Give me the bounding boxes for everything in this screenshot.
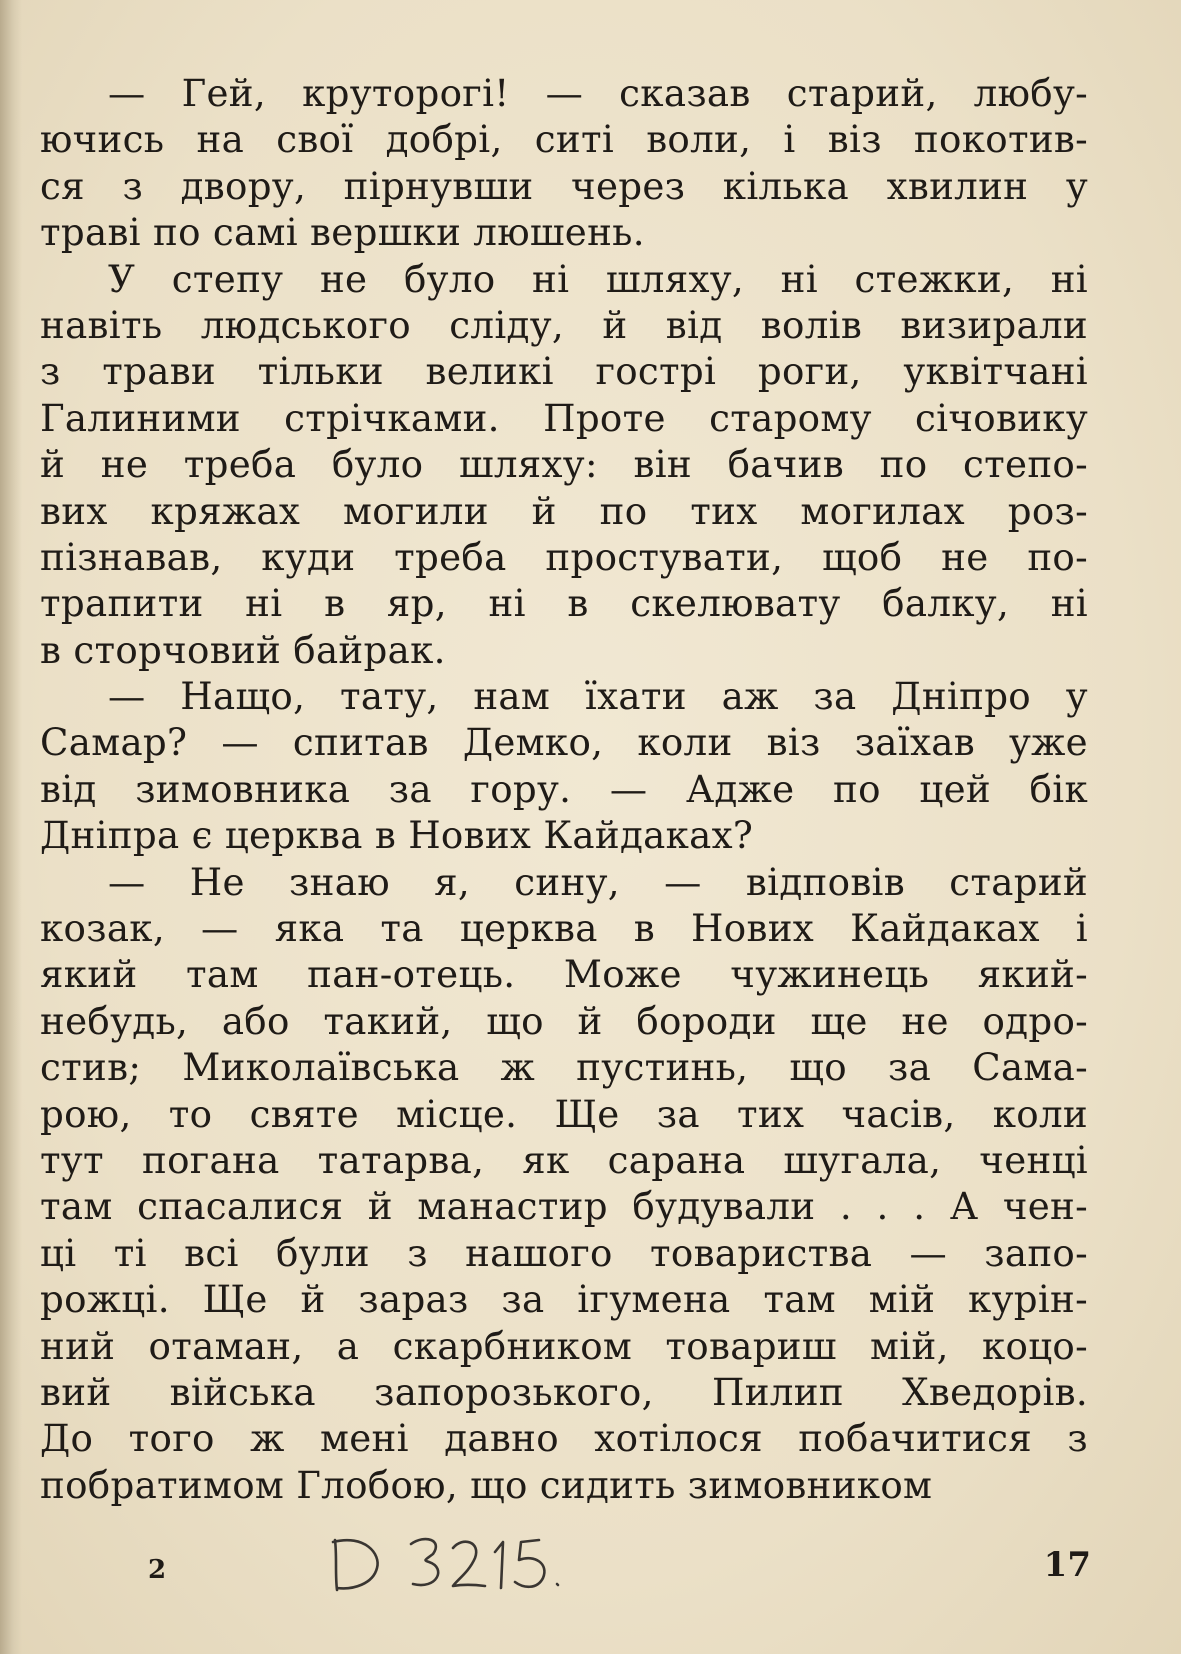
text-line: який там пан-отець. Може чужинець який- (40, 952, 1088, 997)
text-line: в сторчовий байрак. (40, 627, 446, 672)
text-line: трапити ні в яр, ні в скелювату балку, ні (40, 581, 1088, 626)
text-line: ючись на свої добрі, ситі воли, і віз покотив- (40, 117, 1088, 162)
text-line: — Гей, круторогі! — сказав старий, любу- (108, 71, 1088, 115)
text-line: побратимом Глобою, що сидить зимовником (40, 1462, 933, 1507)
text-line: Самар? — спитав Демко, коли віз заїхав уже (40, 720, 1088, 765)
text-line: з трави тільки великі гострі роги, уквітчані (40, 349, 1088, 394)
text-line: від зимовника за гору. — Адже по цей бік (40, 766, 1088, 811)
text-line: рожці. Ще й зараз за ігумена там мій курін- (40, 1277, 1088, 1322)
text-line: тут погана татарва, як сарана шугала, ченці (40, 1137, 1088, 1182)
text-line: До того ж мені давно хотілося побачитися з (40, 1416, 1088, 1461)
handwritten-inventory-note (325, 1528, 565, 1598)
text-line: Галиними стрічками. Проте старому січовику (40, 395, 1088, 440)
text-line: там спасалися й манастир будували . . . А чен- (40, 1184, 1088, 1229)
text-line: Дніпра є церква в Нових Кайдаках? (40, 813, 754, 858)
text-line: ці ті всі були з нашого товариства — запо- (40, 1230, 1088, 1275)
text-line: пізнавав, куди треба простувати, щоб не по- (40, 534, 1088, 579)
text-line: — Не знаю я, сину, — відповів старий (108, 859, 1088, 904)
text-line: стив; Миколаївська ж пустинь, що за Сама- (40, 1045, 1088, 1090)
text-line: рою, то святе місце. Ще за тих часів, коли (40, 1091, 1088, 1136)
body-text (40, 70, 1088, 1508)
text-line: навіть людського сліду, й від волів визирали (40, 302, 1088, 347)
text-line: вий війська запорозького, Пилип Хведорів. (40, 1369, 1088, 1414)
text-line: У степу не було ні шляху, ні стежки, ні (108, 256, 1088, 301)
text-line: вих кряжах могили й по тих могилах роз- (40, 488, 1088, 533)
text-line: небудь, або такий, що й бороди ще не одро- (40, 998, 1088, 1043)
binding-shadow (0, 0, 22, 1654)
text-line: козак, — яка та церква в Нових Кайдаках і (40, 906, 1088, 951)
text-line: й не треба було шляху: він бачив по степо- (40, 442, 1088, 487)
signature-mark: 2 (148, 1555, 167, 1585)
text-line: — Нащо, тату, нам їхати аж за Дніпро у (108, 674, 1088, 719)
text-line: траві по самі вершки люшень. (40, 210, 645, 255)
page-number: 17 (1043, 1545, 1091, 1585)
text-line: ний отаман, а скарбником товариш мій, коцо- (40, 1323, 1088, 1368)
text-line: ся з двору, пірнувши через кілька хвилин у (40, 163, 1088, 208)
